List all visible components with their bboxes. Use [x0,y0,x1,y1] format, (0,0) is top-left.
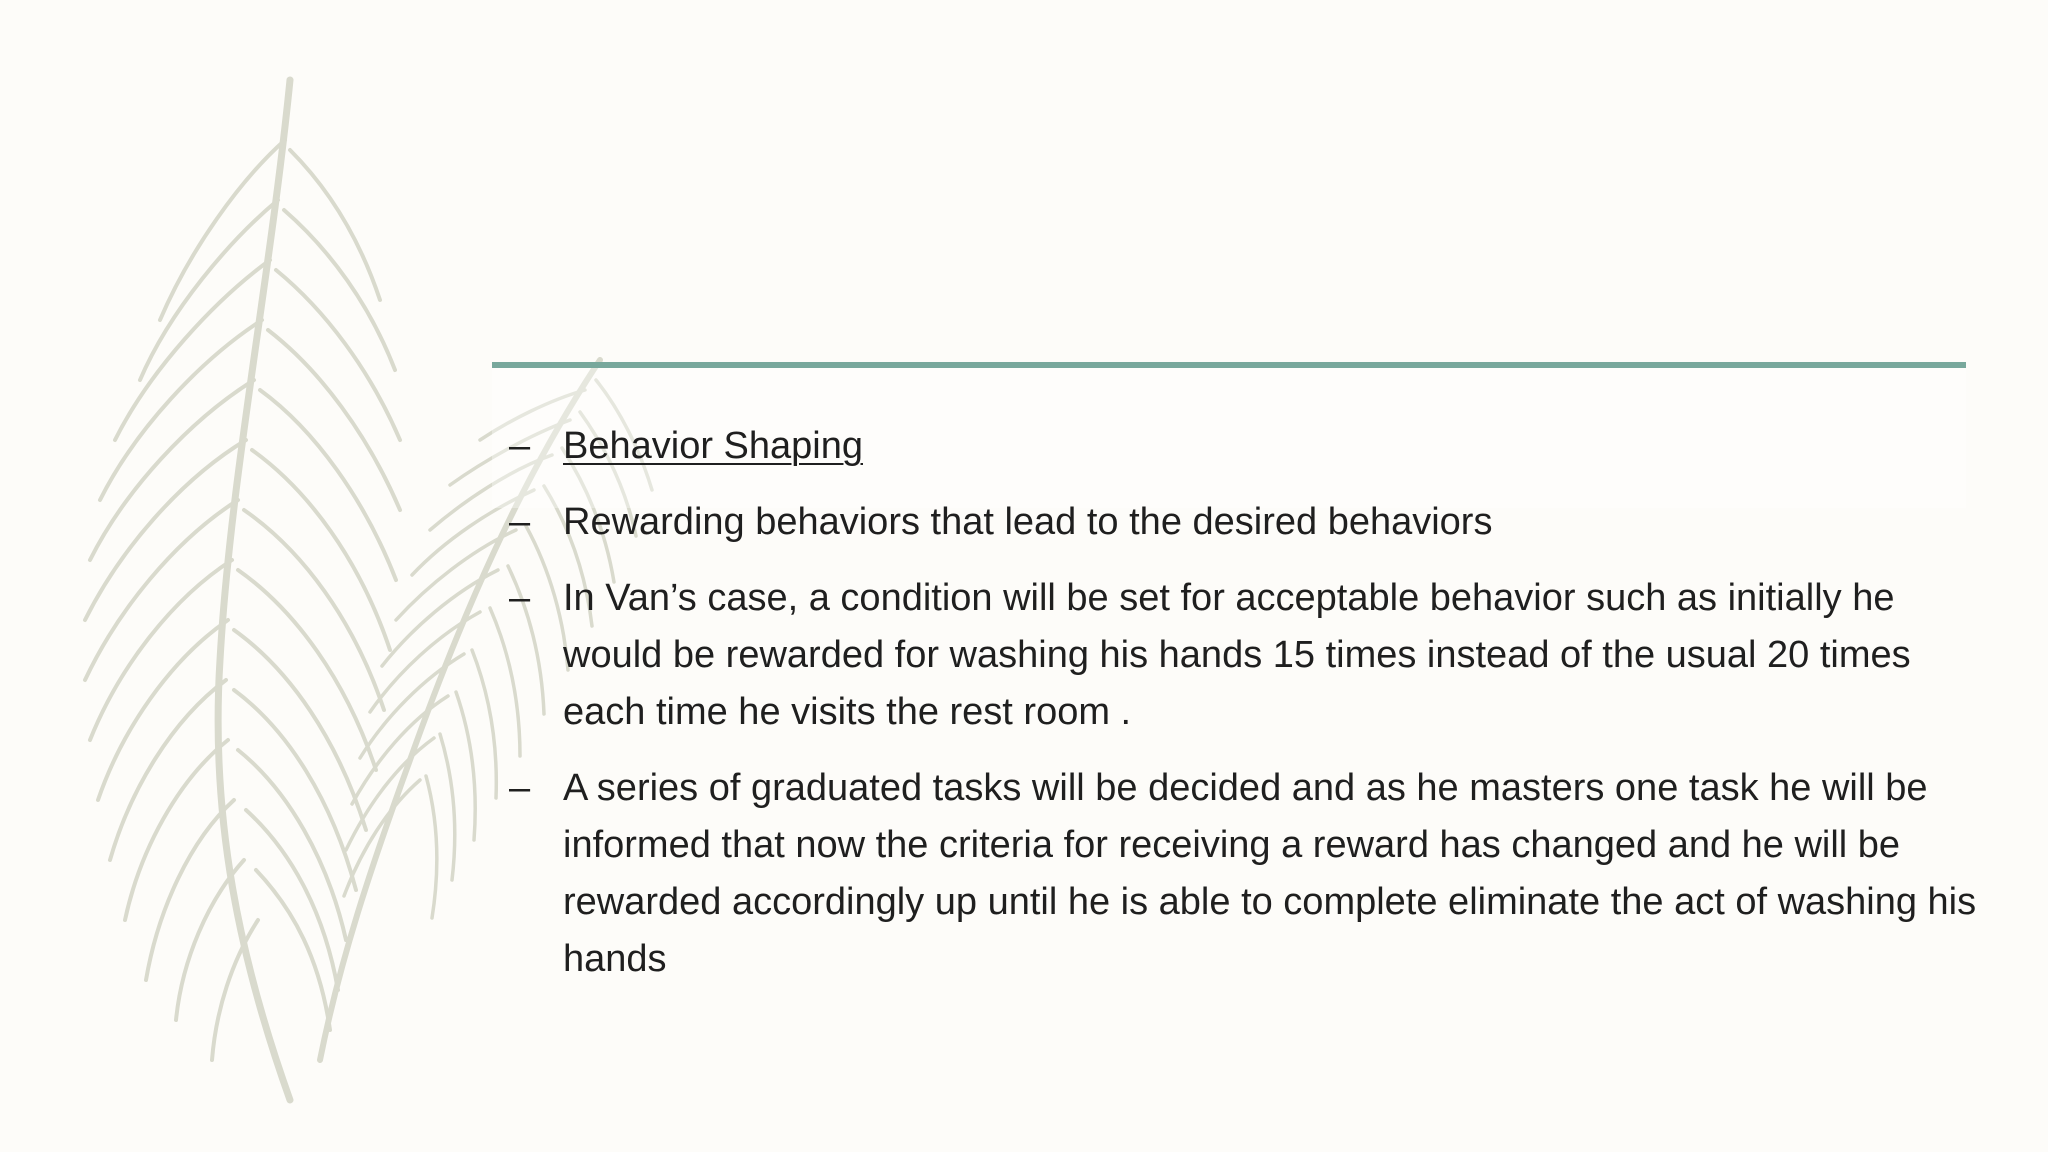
bullet-text: A series of graduated tasks will be decided and as he masters one task he will be informed that now the criteria for receiving a reward has changed and he will be rewarded accordingly up until he is able to complete eliminate the act of washing his hands [563,767,1977,980]
bullet-text: Rewarding behaviors that lead to the desired behaviors [563,501,1493,543]
list-item [505,494,1985,551]
bullet-dash: – [509,577,531,619]
bullet-text: In Van’s case, a condition will be set for acceptable behavior such as initially he would be rewarded for washing his hands 15 times instead of the usual 20 times each time he visits the rest room . [563,577,1911,733]
bullet-dash: – [509,767,531,809]
bullet-heading: Behavior Shaping [563,425,863,467]
bullet-dash: – [509,425,531,467]
list-item [505,760,1985,988]
bullet-list [505,418,1985,1007]
list-item [505,418,1985,475]
bullet-dash: – [509,501,531,543]
list-item [505,570,1985,741]
